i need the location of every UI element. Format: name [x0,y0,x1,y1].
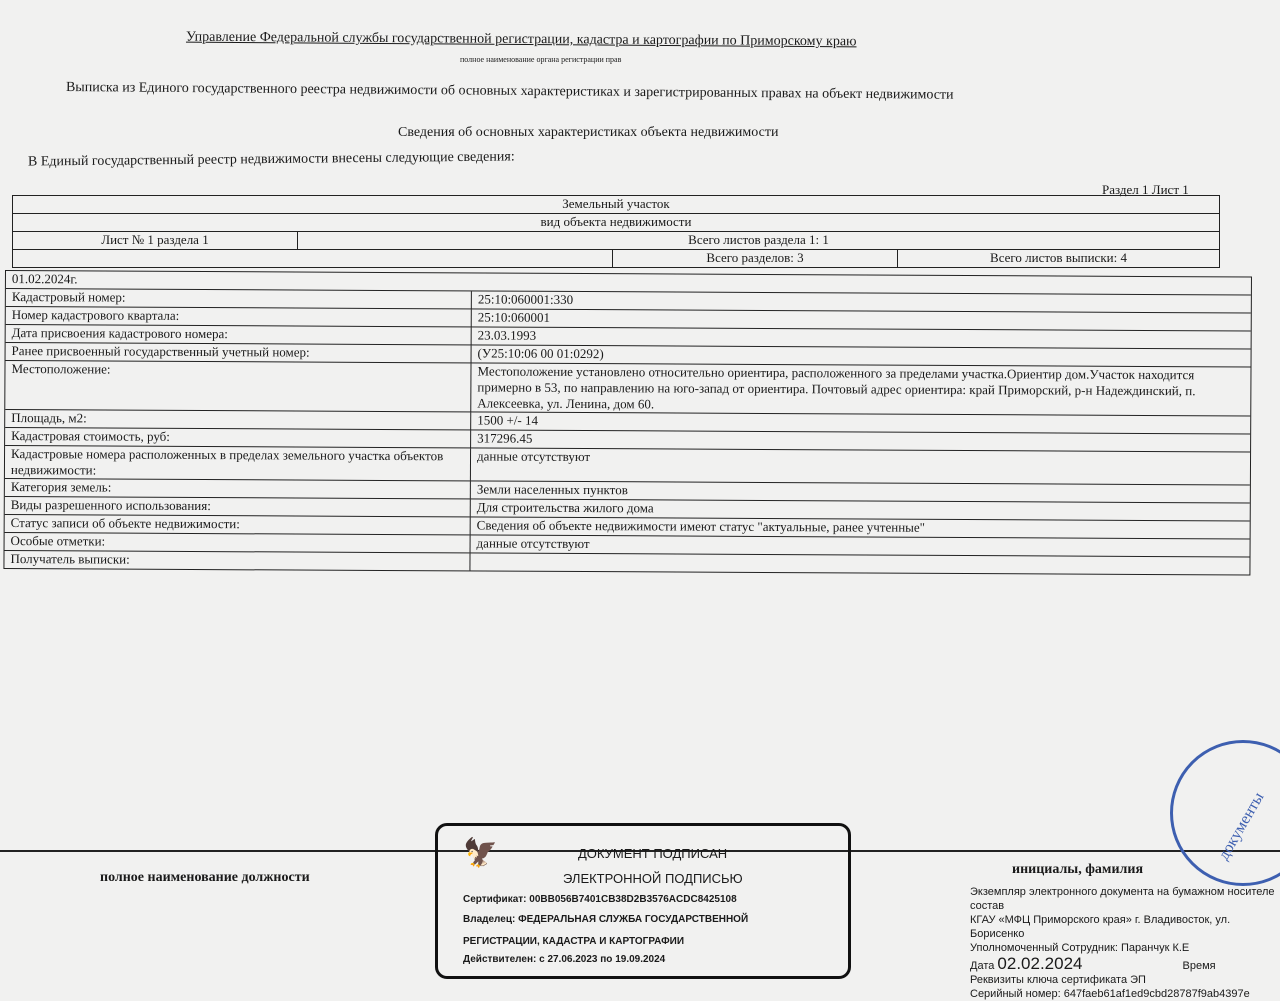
section-title: Сведения об основных характеристиках объекта недвижимости [398,125,779,140]
row-value: данные отсутствуют [476,535,590,552]
row-label: Виды разрешенного использования: [5,497,471,516]
row-label: Кадастровый номер: [6,289,472,308]
row-value: (У25:10:06 00 01:0292) [477,345,604,362]
object-type: Земельный участок [562,196,670,211]
mfc-line1: Экземпляр электронного документа на бумажном носителе состав [970,886,1275,912]
row-value: 25:10:060001 [477,309,551,325]
electronic-signature-stamp [435,823,851,979]
mfc-seal [1170,740,1280,886]
row-label: Ранее присвоенный государственный учетный номер: [6,343,472,362]
time-label: Время [1182,960,1216,972]
row-label: Особые отметки: [5,533,471,552]
row-value: Сведения об объекте недвижимости имеют статус "актуальные, ранее учтенные" [476,517,926,535]
object-type-caption: вид объекта недвижимости [540,214,692,229]
mfc-line3: Уполномоченный Сотрудник: Паранчук К.Е [970,942,1190,954]
total-sections: Всего разделов: 3 [613,250,898,267]
row-label: Номер кадастрового квартала: [6,307,472,326]
seal-text: документы [1215,789,1268,863]
authority-name: Управление Федеральной службы государственной регистрации, кадастра и картографии по Приморскому краю [185,29,857,50]
sheet-number: Лист № 1 раздела 1 [13,232,298,249]
row-value [470,553,1249,574]
table-row [5,361,1250,417]
row-label: Получатель выписки: [4,551,470,570]
stamp-line2: ЭЛЕКТРОННОЙ ПОДПИСЬЮ [563,871,743,886]
owner-line1: Владелец: ФЕДЕРАЛЬНАЯ СЛУЖБА ГОСУДАРСТВЕННОЙ [463,914,749,925]
row-value: 1500 +/- 14 [477,412,539,428]
validity: Действителен: с 27.06.2023 по 19.09.2024 [463,954,666,965]
intro-text: В Единый государственный реестр недвижимости внесены следующие сведения: [27,149,515,170]
row-label: Площадь, м2: [5,410,471,429]
position-caption: полное наименование должности [100,870,310,885]
coat-of-arms-icon: 🦅 [463,837,498,868]
serial-number: Серийный номер: 647faeb61af1ed9cbd28787f9ab4397e [970,988,1250,1000]
row-label: Статус записи об объекте недвижимости: [5,515,471,534]
date-label: Дата [970,960,995,972]
total-extract-sheets: Всего листов выписки: 4 [990,250,1127,265]
row-label: Дата присвоения кадастрового номера: [6,325,472,344]
row-value: 25:10:060001:330 [477,291,574,307]
key-label: Реквизиты ключа сертификата ЭП [970,974,1146,986]
row-label: Кадастровая стоимость, руб: [5,428,471,447]
document-title: Выписка из Единого государственного реестра недвижимости об основных характеристиках и зарегистрированных правах на объект недвижимости [65,80,954,103]
date-value: 02.02.2024 [997,954,1083,973]
total-sheets: Всего листов раздела 1: 1 [688,232,829,247]
row-value: 23.03.1993 [477,327,537,343]
authority-caption: полное наименование органа регистрации прав [460,55,622,64]
object-header-table [12,195,1220,268]
row-label: Кадастровые номера расположенных в пределах земельного участка объектов недвижимости: [5,446,471,480]
mfc-certification [970,885,1280,1001]
row-label: Категория земель: [5,479,471,498]
characteristics-table [3,270,1252,576]
section-sheet: Раздел 1 Лист 1 [1102,182,1189,197]
certificate: Сертификат: 00BB056B7401CB38D2B3576ACDC8425108 [463,894,737,905]
row-value: Земли населенных пунктов [476,481,628,498]
row-value: Местоположение установлено относительно ориентира, расположенного за пределами участка.Ориентир дом.Участок находится примерно в 53, по направлению на юго-запад от ориентира. Почтовый адрес ориентира: край Приморский, р-н Надеждинский, п. Алексеевка, ул. Ленина, дом 60. [477,363,1196,412]
name-caption: инициалы, фамилия [1012,862,1144,877]
stamp-line1: ДОКУМЕНТ ПОДПИСАН [578,846,728,861]
row-value: данные отсутствуют [476,448,591,465]
row-value: 317296.45 [477,430,533,446]
mfc-line2: КГАУ «МФЦ Приморского края» г. Владивосток, ул. Борисенко [970,914,1231,940]
row-value: Для строительства жилого дома [476,499,654,516]
row-label: Местоположение: [5,361,471,411]
owner-line2: РЕГИСТРАЦИИ, КАДАСТРА И КАРТОГРАФИИ [463,936,685,947]
extract-date: 01.02.2024г. [11,271,78,287]
